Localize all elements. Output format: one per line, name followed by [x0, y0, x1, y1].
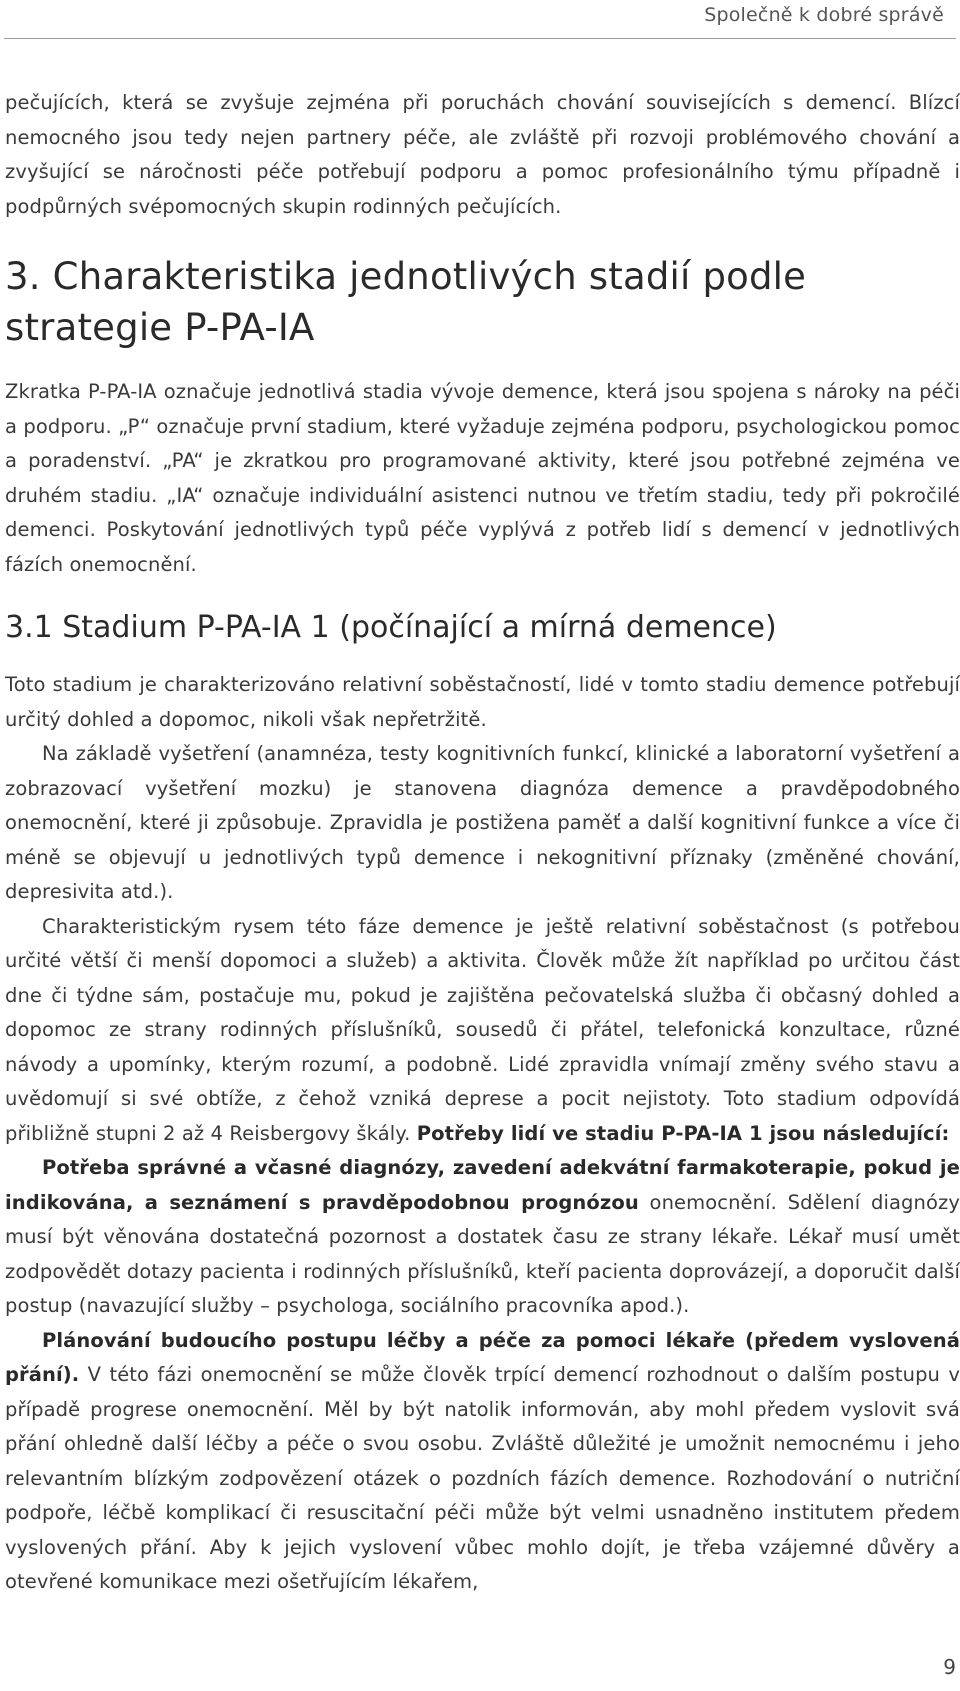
- needs-intro-bold: Potřeby lidí ve stadiu P-PA-IA 1 jsou následující:: [416, 1121, 950, 1145]
- section-3-heading: 3. Charakteristika jednotlivých stadií podle strategie P-PA-IA: [5, 255, 807, 349]
- need-diagnosis-bold: Potřeba správné a včasné diagnózy, zavedení adekvátní farmakoterapie, pokud je indikována, a seznámení s pravděpodobnou prognózou: [5, 1156, 960, 1214]
- paragraph-4-text: onemocnění. Sdělení diagnózy musí být věnována dostatečná pozornost a dostatek času ze strany lékaře. Lékař musí umět zodpovědět dotazy pacienta i rodinných příslušníků, kteří pacienta doprovázejí, a doporučit další postup (navazující služby – psychologa, sociálního pracovníka apod.).: [5, 1190, 960, 1317]
- section-3-1-paragraph-2: Na základě vyšetření (anamnéza, testy kognitivních funkcí, klinické a laboratorní vyšetření a zobrazovací vyšetření mozku) je stanovena diagnóza demence a pravděpodobného onemocnění, které ji způsobuje. Zpravidla je postižena paměť a další kognitivní funkce a více či méně se objevují u jednotlivých typů demence i nekognitivní příznaky (změněné chování, depresivita atd.).: [5, 742, 960, 903]
- section-3-1-paragraph-3: [5, 910, 960, 1152]
- paragraph-5-text: V této fázi onemocnění se může člověk trpící demencí rozhodnout o dalším postupu v případě progrese onemocnění. Měl by být natolik informován, aby mohl předem vyslovit svá přání ohledně další léčby a péče o svou osobu. Zvláště důležité je umožnit nemocnému i jeho relevantním blízkým zodpovězení otázek o pozdních fázích demence. Rozhodování o nutriční podpoře, léčbě komplikací či resuscitační péči může být velmi usnadněno institutem předem vyslovených přání. Aby k jejich vyslovení vůbec mohlo dojít, je třeba vzájemné důvěry a otevřené komunikace mezi ošetřujícím lékařem,: [5, 1363, 960, 1593]
- section-3-1-paragraph-1: Toto stadium je charakterizováno relativní soběstačností, lidé v tomto stadiu demence potřebují určitý dohled a dopomoc, nikoli však nepřetržitě.: [5, 673, 960, 731]
- header-divider: [4, 38, 956, 39]
- intro-paragraph: pečujících, která se zvyšuje zejména při poruchách chování souvisejících s demencí. Blízcí nemocného jsou tedy nejen partnery péče, ale zvláště při rozvoji problémového chování a zvyšující se náročnosti péče potřebují podporu a pomoc profesionálního týmu případně i podpůrných svépomocných skupin rodinných pečujících.: [5, 91, 960, 218]
- need-planning-bold: Plánování budoucího postupu léčby a péče za pomoci lékaře (předem vyslovená přání).: [5, 1328, 960, 1386]
- paragraph-3-text: Charakteristickým rysem této fáze demence je ještě relativní soběstačnost (s potřebou určité větší či menší dopomoci a služeb) a aktivita. Člověk může žít například po určitou část dne či týdne sám, postačuje mu, pokud je zajištěna pečovatelská služba či občasný dohled a dopomoc ze strany rodinných příslušníků, sousedů či přátel, telefonická konzultace, různé návody a upomínky, kterým rozumí, a podobně. Lidé zpravidla vnímají změny svého stavu a uvědomují si své obtíže, z čehož vzniká deprese a pocit nejistoty. Toto stadium odpovídá přibližně stupni 2 až 4 Reisbergovy škály.: [5, 914, 960, 1145]
- page-number: 9: [943, 1655, 956, 1679]
- section-3-paragraph: Zkratka P-PA-IA označuje jednotlivá stadia vývoje demence, která jsou spojena s nároky na péči a podporu. „P“ označuje první stadium, které vyžaduje zejména podporu, psychologickou pomoc a poradenství. „PA“ je zkratkou pro programované aktivity, které jsou potřebné zejména ve druhém stadiu. „IA“ označuje individuální asistenci nutnou ve třetím stadiu, tedy při pokročilé demenci. Poskytování jednotlivých typů péče vyplývá z potřeb lidí s demencí v jednotlivých fázích onemocnění.: [5, 380, 960, 576]
- page-body: [5, 86, 960, 1600]
- section-3-1-heading: 3.1 Stadium P-PA-IA 1 (počínající a mírná demence): [5, 610, 777, 645]
- section-3-1-paragraph-5: [5, 1324, 960, 1600]
- section-3-1-paragraph-4: [5, 1151, 960, 1324]
- running-header-title: Společně k dobré správě: [704, 4, 944, 26]
